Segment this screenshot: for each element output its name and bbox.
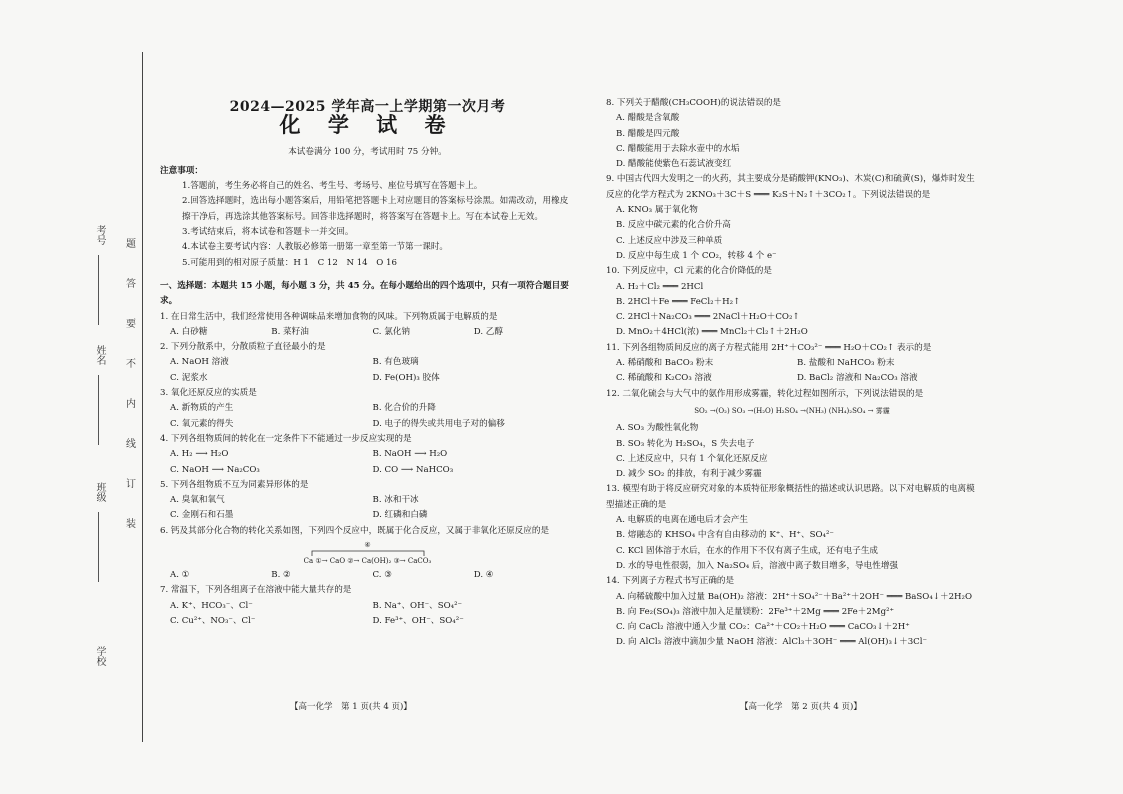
option: C. Cu²⁺、NO₃⁻、Cl⁻ xyxy=(170,615,256,626)
option: D. 水的导电性很弱，加入 Na₂SO₄ 后，溶液中离子数目增多，导电性增强 xyxy=(616,560,899,571)
notice-item: 2.回答选择题时，选出每小题答案后，用铅笔把答题卡上对应题目的答案标号涂黑。如需改动，用橡皮擦干净后，再选涂其他答案标号。回答非选择题时，将答案写在答题卡上。写在本试卷上无效。 xyxy=(182,196,569,222)
option: B. 冰和干冰 xyxy=(372,495,419,506)
option: A. H₂＋Cl₂ ═══ 2HCl xyxy=(616,281,704,292)
question-stem: 6. 钙及其部分化合物的转化关系如图，下列四个反应中，既属于化合反应，又属于非氧化还原反应的是 xyxy=(160,525,550,536)
option: D. 减少 SO₂ 的排放，有利于减少雾霾 xyxy=(616,469,762,480)
option: C. ③ xyxy=(372,570,392,581)
option: D. 电子的得失或共用电子对的偏移 xyxy=(372,418,505,429)
question-options xyxy=(160,508,575,523)
seal-line-text xyxy=(124,240,138,560)
option: B. 向 Fe₂(SO₄)₃ 溶液中加入足量镁粉：2Fe³⁺＋2Mg ═══ 2Fe＋2Mg²⁺ xyxy=(616,606,895,617)
option: D. Fe³⁺、OH⁻、SO₄²⁻ xyxy=(372,615,464,626)
question-options xyxy=(160,401,575,416)
option: C. 上述反应中涉及三种单质 xyxy=(616,235,723,246)
question-stem: 13. 模型有助于将反应研究对象的本质特征形象概括性的描述或认识思路。以下对电解质的电离模型描述正确的是 xyxy=(606,484,975,510)
question-stem: 14. 下列离子方程式书写正确的是 xyxy=(606,576,735,587)
option: B. NaOH ⟶ H₂O xyxy=(372,449,448,460)
option: C. 泥浆水 xyxy=(170,372,208,383)
class-line xyxy=(98,512,99,582)
option: A. NaOH 溶液 xyxy=(170,357,229,368)
option: B. 反应中碳元素的化合价升高 xyxy=(616,220,731,231)
option: B. 醋酸是四元酸 xyxy=(616,128,680,139)
question-stem: 8. 下列关于醋酸(CH₃COOH)的说法错误的是 xyxy=(606,98,782,108)
name-label: 姓名 xyxy=(94,345,105,365)
option: C. 金刚石和石墨 xyxy=(170,510,234,521)
exam-subtitle: 化 学 试 卷 xyxy=(279,112,456,138)
page-2 xyxy=(606,96,978,651)
option: B. ② xyxy=(271,570,291,581)
calcium-conversion-diagram xyxy=(160,541,575,566)
option: A. SO₃ 为酸性氧化物 xyxy=(616,423,699,434)
option: A. 向稀硫酸中加入过量 Ba(OH)₂ 溶液：2H⁺＋SO₄²⁻＋Ba²⁺＋2OH⁻ ═══ BaSO₄↓＋2H₂O xyxy=(616,591,973,602)
option: D. Fe(OH)₃ 胶体 xyxy=(372,372,440,383)
question-stem: 1. 在日常生活中，我们经常使用各种调味品来增加食物的风味。下列物质属于电解质的是 xyxy=(160,311,498,322)
exam-number-line xyxy=(98,255,99,325)
option: A. 稀硝酸和 BaCO₃ 粉末 xyxy=(616,358,714,369)
page-footer: 【高一化学 第 2 页(共 4 页)】 xyxy=(740,702,862,712)
question-stem: 9. 中国古代四大发明之一的火药，其主要成分是硝酸钾(KNO₃)、木炭(C)和硫黄(S)，爆炸时发生反应的化学方程式为 2KNO₃＋3C＋S ═══ K₂S＋N₂↑＋3CO₂↑。下列说法错误的是 xyxy=(606,174,975,200)
seal-char: 订 xyxy=(126,479,136,490)
option: A. 白砂糖 xyxy=(170,326,208,337)
question-stem: 12. 二氧化硫会与大气中的氨作用形成雾霾，转化过程如图所示，下列说法错误的是 xyxy=(606,388,924,399)
option: C. 氯化钠 xyxy=(372,326,411,337)
question-stem: 5. 下列各组物质不互为同素异形体的是 xyxy=(160,479,309,490)
diagram-arc-label: ④ xyxy=(364,541,371,550)
option: D. 醋酸能使紫色石蕊试液变红 xyxy=(616,159,732,170)
notice-item: 4.本试卷主要考试内容：人教版必修第一册第一章至第一节第一课时。 xyxy=(182,242,449,253)
question-stem: 11. 下列各组物质间反应的离子方程式能用 2H⁺＋CO₃²⁻ ═══ H₂O＋CO₂↑ 表示的是 xyxy=(606,342,932,353)
option: D. CO ⟶ NaHCO₃ xyxy=(372,464,454,475)
question-options xyxy=(160,463,575,478)
option: B. 菜籽油 xyxy=(271,326,309,337)
option: B. 2HCl＋Fe ═══ FeCl₂＋H₂↑ xyxy=(616,296,741,307)
seal-char: 要 xyxy=(126,319,136,330)
option: B. 化合价的升降 xyxy=(372,403,436,414)
option: C. 稀硫酸和 K₂CO₃ 溶液 xyxy=(616,373,712,384)
notice-heading: 注意事项： xyxy=(160,165,203,176)
option: D. 红磷和白磷 xyxy=(372,510,428,521)
question-options xyxy=(160,417,575,432)
section-heading: 一、选择题：本题共 15 小题，每小题 3 分，共 45 分。在每小题给出的四个选项中，只有一项符合题目要求。 xyxy=(160,280,569,307)
seal-char: 内 xyxy=(126,399,136,410)
notice-item: 5.可能用到的相对原子质量：H 1 C 12 N 14 O 16 xyxy=(182,257,397,268)
option: B. 有色玻璃 xyxy=(372,357,419,368)
option: C. 向 CaCl₂ 溶液中通入少量 CO₂：Ca²⁺＋CO₂＋H₂O ═══ CaCO₃↓＋2H⁺ xyxy=(616,622,910,633)
option: C. 上述反应中，只有 1 个氧化还原反应 xyxy=(616,453,768,464)
page-1 xyxy=(160,96,575,629)
option: A. 新物质的产生 xyxy=(170,403,234,414)
question-options xyxy=(160,371,575,386)
option: C. 2HCl＋Na₂CO₃ ═══ 2NaCl＋H₂O＋CO₂↑ xyxy=(616,312,800,323)
option: A. K⁺、HCO₃⁻、Cl⁻ xyxy=(170,600,253,611)
option: D. 向 AlCl₃ 溶液中滴加少量 NaOH 溶液：AlCl₃＋3OH⁻ ═══ Al(OH)₃↓＋3Cl⁻ xyxy=(616,637,928,648)
page-footer: 【高一化学 第 1 页(共 4 页)】 xyxy=(290,702,412,712)
option: C. 氧元素的得失 xyxy=(170,418,234,429)
option: A. 电解质的电离在通电后才会产生 xyxy=(616,515,748,526)
option: A. 臭氧和氧气 xyxy=(170,495,225,506)
school-label: 学校 xyxy=(94,646,105,666)
option: A. ① xyxy=(170,570,190,581)
seal-char: 不 xyxy=(126,359,136,370)
option: C. KCl 固体溶于水后，在水的作用下不仅有离子生成，还有电子生成 xyxy=(616,545,879,556)
seal-char: 装 xyxy=(126,519,136,530)
option: D. 反应中每生成 1 个 CO₂，转移 4 个 e⁻ xyxy=(616,250,777,261)
exam-title: 2024—2025 学年高一上学期第一次月考 xyxy=(229,99,506,115)
seal-char: 线 xyxy=(126,439,136,450)
name-line xyxy=(98,375,99,445)
question-options xyxy=(160,325,575,340)
option: C. NaOH ⟶ Na₂CO₃ xyxy=(170,464,260,475)
option: B. SO₃ 转化为 H₂SO₄，S 失去电子 xyxy=(616,438,755,449)
option: C. 醋酸能用于去除水壶中的水垢 xyxy=(616,143,740,154)
seal-char: 题 xyxy=(126,239,136,250)
option: D. BaCl₂ 溶液和 Na₂CO₃ 溶液 xyxy=(797,373,918,384)
option: B. 熔融态的 KHSO₄ 中含有自由移动的 K⁺、H⁺、SO₄²⁻ xyxy=(616,530,834,541)
option: A. H₂ ⟶ H₂O xyxy=(170,449,229,460)
option: D. MnO₂＋4HCl(浓) ═══ MnCl₂＋Cl₂↑＋2H₂O xyxy=(616,327,808,338)
question-stem: 2. 下列分散系中，分散质粒子直径最小的是 xyxy=(160,342,326,353)
question-stem: 10. 下列反应中，Cl 元素的化合价降低的是 xyxy=(606,266,772,277)
question-stem: 4. 下列各组物质间的转化在一定条件下不能通过一步反应实现的是 xyxy=(160,433,412,444)
question-stem: 7. 常温下，下列各组离子在溶液中能大量共存的是 xyxy=(160,585,352,596)
notice-item: 3.考试结束后，将本试卷和答题卡一并交回。 xyxy=(182,227,354,238)
option: D. 乙醇 xyxy=(473,326,503,337)
class-label: 班级 xyxy=(94,482,105,502)
notice-item: 1.答题前，考生务必将自己的姓名、考生号、考场号、座位号填写在答题卡上。 xyxy=(182,181,483,192)
option: B. 盐酸和 NaHCO₃ 粉末 xyxy=(797,358,895,369)
question-options xyxy=(160,493,575,508)
binding-line xyxy=(142,52,143,742)
question-options xyxy=(160,355,575,370)
exam-info: 本试卷满分 100 分，考试用时 75 分钟。 xyxy=(288,146,447,157)
question-options xyxy=(160,614,575,629)
diagram-chain: Ca ①→ CaO ②→ Ca(OH)₂ ③→ CaCO₃ xyxy=(303,557,432,566)
question-options xyxy=(160,599,575,614)
exam-number-label: 考号 xyxy=(94,225,105,245)
question-options xyxy=(160,447,575,462)
question-options xyxy=(606,371,978,386)
option: A. KNO₃ 属于氧化物 xyxy=(616,205,698,216)
question-stem: 3. 氧化还原反应的实质是 xyxy=(160,388,257,399)
option: D. ④ xyxy=(473,570,494,581)
seal-char: 答 xyxy=(126,279,136,290)
question-options xyxy=(606,356,978,371)
option: A. 醋酸是含氧酸 xyxy=(616,113,680,124)
option: B. Na⁺、OH⁻、SO₄²⁻ xyxy=(372,600,463,611)
so2-conversion-diagram: SO₂ →(O₂) SO₃ →(H₂O) H₂SO₄ →(NH₃) (NH₄)₂SO₄ → 雾霾 xyxy=(694,406,890,415)
question-options xyxy=(160,568,575,583)
